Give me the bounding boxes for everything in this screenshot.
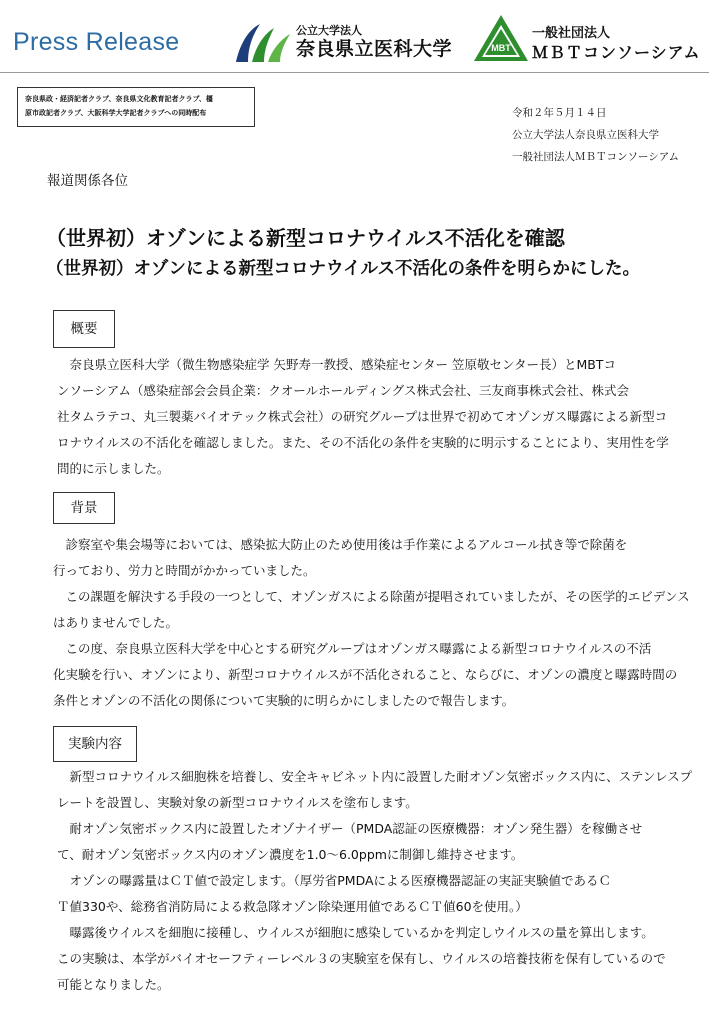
paragraph-line: ロナウイルスの不活化を確認しました。また、その不活化の条件を実験的に明示することにより、実用性を学 [57,435,669,450]
paragraph-line: 問的に示しました。 [57,461,170,476]
paragraph-line: 社タムラテコ、丸三製薬バイオテック株式会社）の研究グループは世界で初めてオゾンガス曝露による新型コ [57,409,668,424]
issuer-consortium: 一般社団法人ＭＢＴコンソーシアム [512,151,680,163]
headline-subtitle: （世界初）オゾンによる新型コロナウイルス不活化の条件を明らかにした。 [46,259,640,279]
background-paragraph [53,532,690,714]
overview-paragraph [57,352,669,482]
paragraph-line: ンソーシアム（感染症部会会員企業：クオールホールディングス株式会社、三友商事株式会社、株式会 [57,383,630,398]
paragraph-line: レートを設置し、実験対象の新型コロナウイルスを塗布します。 [57,795,418,810]
header-divider [0,72,709,73]
experiment-paragraph [57,764,692,998]
paragraph-line: この課題を解決する手段の一つとして、オゾンガスによる除菌が提唱されていましたが、その医学的エビデンス [53,589,690,604]
section-heading-overview: 概要 [53,310,115,348]
mbt-logo-text: MBT [491,43,511,53]
paragraph-line: オゾンの曝露量はＣＴ値で設定します。（厚労省PMDAによる医療機器認証の実証実験値であるＣ [57,873,612,888]
paragraph-line: 新型コロナウイルス細胞株を培養し、安全キャビネット内に設置した耐オゾン気密ボックス内に、ステンレスプ [57,769,693,784]
page-header [0,0,709,74]
release-date: 令和２年５月１４日 [512,107,607,119]
paragraph-line: 条件とオゾンの不活化の関係について実験的に明らかにしましたので報告します。 [53,693,515,708]
university-logo-icon [234,20,292,64]
paragraph-line: はありませんでした。 [53,615,179,630]
paragraph-line: 耐オゾン気密ボックス内に設置したオゾナイザー（PMDA認証の医療機器：オゾン発生器）を稼働させ [57,821,643,836]
section-heading-background: 背景 [53,492,115,524]
paragraph-line: 診察室や集会場等においては、感染拡大防止のため使用後は手作業によるアルコール拭き等で除菌を [53,537,628,552]
paragraph-line: て、耐オゾン気密ボックス内のオゾン濃度を1.0～6.0ppmに制御し維持させます。 [57,847,524,862]
mbt-name: ＭＢＴコンソーシアム [532,43,701,62]
paragraph-line: 曝露後ウイルスを細胞に接種し、ウイルスが細胞に感染しているかを判定しウイルスの量を算出します。 [57,925,654,940]
addressee: 報道関係各位 [47,173,128,189]
paragraph-line: この度、奈良県立医科大学を中心とする研究グループはオゾンガス曝露による新型コロナウイルスの不活 [53,641,652,656]
mbt-logo-icon [472,13,530,63]
paragraph-line: 行っており、労力と時間がかかっていました。 [53,563,316,578]
paragraph-line: 可能となりました。 [57,977,170,992]
distribution-notice [17,87,255,127]
section-heading-experiment: 実験内容 [53,726,137,762]
paragraph-line: 奈良県立医科大学（微生物感染症学 矢野寿一教授、感染症センター 笠原敬センター長）とMBTコ [57,357,616,372]
date-block [512,102,679,168]
university-name: 奈良県立医科大学 [296,38,453,60]
paragraph-line: 化実験を行い、オゾンにより、新型コロナウイルスが不活化されること、ならびに、オゾンの濃度と曝露時間の [53,667,678,682]
university-type-label: 公立大学法人 [296,24,362,37]
press-release-label: Press Release [13,28,180,56]
paragraph-line: Ｔ値330や、総務省消防局による救急隊オゾン除染運用値であるＣＴ値60を使用。） [57,899,528,914]
headline-title: （世界初）オゾンによる新型コロナウイルス不活化を確認 [46,226,565,250]
distribution-line: 奈良県政・経済記者クラブ、奈良県文化教育記者クラブ、橿 [25,95,213,103]
paragraph-line: この実験は、本学がバイオセーフティーレベル３の実験室を保有し、ウイルスの培養技術を保有しているので [57,951,666,966]
issuer-university: 公立大学法人奈良県立医科大学 [512,129,659,141]
distribution-line: 原市政記者クラブ、大阪科学大学記者クラブへの同時配布 [25,109,207,117]
mbt-type-label: 一般社団法人 [532,26,611,41]
